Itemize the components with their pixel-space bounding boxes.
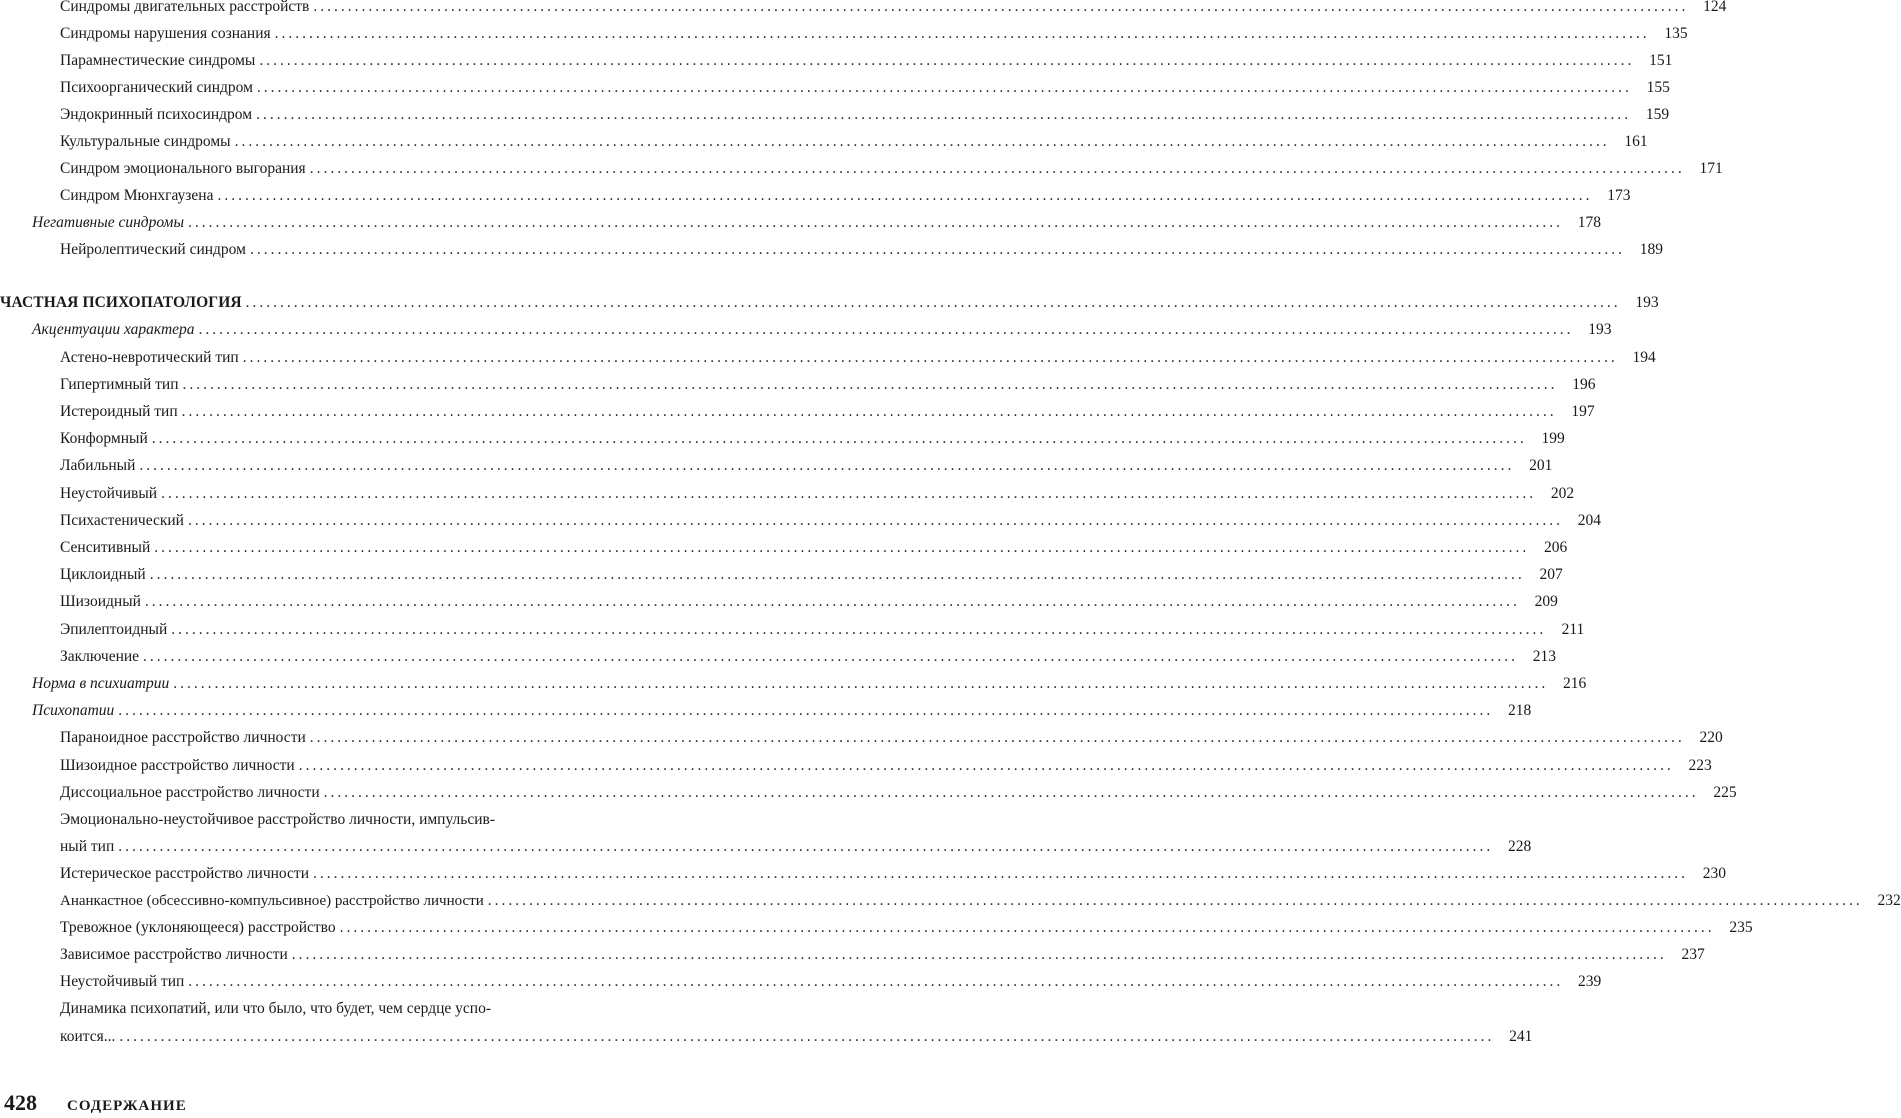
toc-entry-title: Неустойчивый тип [60, 973, 185, 990]
toc-entry-title: Сенситивный [60, 539, 151, 556]
toc-page-number: 237 [1681, 946, 1705, 963]
toc-page-number: 178 [1577, 214, 1601, 231]
toc-entry[interactable] [60, 129, 1648, 155]
dot-leader: ........................................................................................................................................................................................................ [171, 621, 1547, 638]
toc-page-number: 218 [1508, 702, 1532, 719]
dot-leader: ........................................................................................................................................................................................................ [245, 294, 1621, 311]
toc-entry[interactable] [32, 210, 1601, 236]
toc-entry[interactable] [60, 75, 1670, 101]
toc-page-number: 159 [1645, 106, 1670, 123]
dot-leader: ........................................................................................................................................................................................................ [173, 675, 1549, 692]
toc-page-number: 124 [1703, 0, 1727, 15]
toc-entry-title: Истерическое расстройство личности [60, 865, 309, 882]
dot-leader: ........................................................................................................................................................................................................ [119, 1028, 1495, 1045]
toc-page-number: 199 [1541, 430, 1565, 447]
toc-entry-title: Тревожное (уклоняющееся) расстройство [60, 919, 336, 936]
page-number: 428 [4, 1090, 37, 1115]
toc-entry-title: Психастенический [60, 512, 184, 529]
toc-entry[interactable] [60, 969, 1602, 995]
toc-section-heading[interactable] [0, 290, 1659, 316]
dot-leader: ........................................................................................................................................................................................................ [256, 106, 1632, 123]
toc-entry[interactable] [60, 915, 1753, 941]
toc-entry[interactable] [60, 589, 1558, 615]
dot-leader: ........................................................................................................................................................................................................ [139, 457, 1515, 474]
toc-page-number: 161 [1624, 133, 1648, 150]
toc-page-number: 197 [1571, 403, 1595, 420]
toc-entry-title: Ананкастное (обсессивно-компульсивное) расстройство личности [60, 893, 484, 909]
dot-leader: ........................................................................................................................................................................................................ [309, 160, 1685, 177]
toc-entry[interactable] [60, 1024, 1533, 1050]
toc-entry[interactable] [60, 399, 1595, 425]
toc-entry[interactable] [60, 780, 1737, 806]
toc-entry-title: Шизоидное расстройство личности [60, 757, 295, 774]
dot-leader: ........................................................................................................................................................................................................ [487, 892, 1863, 909]
toc-entry-title: Гипертимный тип [60, 376, 179, 393]
running-title: СОДЕРЖАНИЕ [67, 1098, 187, 1114]
toc-page-number: 193 [1588, 321, 1612, 338]
toc-page-number: 196 [1572, 376, 1596, 393]
toc-entry-title-line1[interactable]: Эмоционально-неустойчивое расстройство личности, импульсив- [60, 811, 495, 828]
dot-leader: ........................................................................................................................................................................................................ [298, 757, 1674, 774]
toc-entry[interactable] [60, 372, 1596, 398]
toc-entry-title-line2: коится... [60, 1028, 116, 1045]
toc-page-number: 206 [1544, 539, 1568, 556]
dot-leader: ........................................................................................................................................................................................................ [182, 376, 1558, 393]
toc-entry-title: Конформный [60, 430, 148, 447]
toc-entry[interactable] [60, 102, 1670, 128]
toc-entry[interactable] [60, 183, 1631, 209]
toc-page-number: 155 [1646, 79, 1670, 96]
dot-leader: ........................................................................................................................................................................................................ [118, 838, 1494, 855]
toc-entry[interactable] [60, 753, 1712, 779]
toc-entry[interactable] [60, 508, 1601, 534]
toc-entry-title: Парамнестические синдромы [60, 52, 256, 69]
toc-entry[interactable] [60, 481, 1575, 507]
toc-entry[interactable] [60, 453, 1553, 479]
toc-page-number: 213 [1532, 648, 1557, 665]
toc-entry-title: Культуральные синдромы [60, 133, 231, 150]
dot-leader: ........................................................................................................................................................................................................ [187, 214, 1563, 231]
toc-entry-title: Негативные синдромы [32, 214, 184, 231]
toc-page-number: 230 [1702, 865, 1726, 882]
dot-leader: ........................................................................................................................................................................................................ [188, 973, 1564, 990]
dot-leader: ........................................................................................................................................................................................................ [217, 187, 1593, 204]
dot-leader: ........................................................................................................................................................................................................ [143, 648, 1519, 665]
toc-entry-title: Норма в психиатрии [32, 675, 170, 692]
toc-page-number: 225 [1713, 784, 1737, 801]
toc-entry-title-line2: ный тип [60, 838, 115, 855]
toc-entry-title: Циклоидный [60, 566, 146, 583]
toc-entry[interactable] [60, 21, 1688, 47]
dot-leader: ........................................................................................................................................................................................................ [313, 0, 1689, 15]
toc-page-number: 232 [1877, 892, 1901, 909]
toc-entry-title: Психопатии [32, 702, 115, 719]
toc-entry[interactable] [60, 237, 1663, 263]
dot-leader: ........................................................................................................................................................................................................ [259, 52, 1635, 69]
toc-entry[interactable] [60, 426, 1565, 452]
toc-page-number: 151 [1649, 52, 1673, 69]
toc-entry-title: Зависимое расстройство личности [60, 946, 288, 963]
toc-page-number: 223 [1688, 757, 1712, 774]
toc-page-number: 235 [1729, 919, 1753, 936]
toc-entry[interactable] [60, 888, 1901, 914]
toc-page-number: 228 [1508, 838, 1532, 855]
toc-page-number: 216 [1563, 675, 1587, 692]
dot-leader: ........................................................................................................................................................................................................ [323, 784, 1699, 801]
dot-leader: ........................................................................................................................................................................................................ [313, 865, 1688, 882]
toc-entry[interactable] [60, 0, 1727, 20]
toc-entry-title: Истероидный тип [60, 403, 178, 420]
toc-entry-title: Акцентуации характера [32, 321, 195, 338]
toc-page-number: 194 [1632, 349, 1656, 366]
toc-page-number: 135 [1664, 25, 1688, 42]
toc-entry[interactable] [60, 48, 1673, 74]
toc-page-number: 173 [1607, 187, 1631, 204]
toc-entry[interactable] [60, 617, 1585, 643]
toc-entry[interactable] [60, 834, 1532, 860]
dot-leader: ........................................................................................................................................................................................................ [309, 729, 1685, 746]
toc-page-number: 211 [1561, 621, 1585, 638]
toc-entry-title: Психоорганический синдром [60, 79, 253, 96]
toc-page-number: 171 [1699, 160, 1723, 177]
dot-leader: ........................................................................................................................................................................................................ [149, 566, 1525, 583]
toc-entry[interactable] [60, 644, 1557, 670]
toc-entry-title: Синдромы двигательных расстройств [60, 0, 310, 15]
toc-entry[interactable] [60, 535, 1568, 561]
dot-leader: ........................................................................................................................................................................................................ [161, 485, 1537, 502]
toc-entry[interactable] [60, 861, 1726, 887]
toc-entry-title: Эпилептоидный [60, 621, 168, 638]
dot-leader: ........................................................................................................................................................................................................ [291, 946, 1667, 963]
dot-leader: ........................................................................................................................................................................................................ [339, 919, 1715, 936]
toc-page-number: 202 [1550, 485, 1575, 502]
dot-leader: ........................................................................................................................................................................................................ [249, 241, 1625, 258]
toc-entry[interactable] [60, 562, 1563, 588]
toc-entry-title: Шизоидный [60, 593, 141, 610]
dot-leader: ........................................................................................................................................................................................................ [234, 133, 1610, 150]
toc-page-number: 209 [1534, 593, 1558, 610]
toc-entry[interactable] [60, 725, 1723, 751]
toc-entry-title: Эндокринный психосиндром [60, 106, 253, 123]
dot-leader: ........................................................................................................................................................................................................ [154, 539, 1530, 556]
dot-leader: ........................................................................................................................................................................................................ [118, 702, 1494, 719]
toc-entry-title: Астено-невротический тип [60, 349, 239, 366]
toc-entry-title: Неустойчивый [60, 485, 158, 502]
toc-page-number: 201 [1529, 457, 1553, 474]
page-footer [4, 1090, 187, 1118]
toc-page-number: 204 [1577, 512, 1601, 529]
toc-entry-title-line1[interactable]: Динамика психопатий, или что было, что будет, чем сердце успо- [60, 1000, 491, 1017]
dot-leader: ........................................................................................................................................................................................................ [198, 321, 1574, 338]
dot-leader: ........................................................................................................................................................................................................ [242, 349, 1618, 366]
toc-entry[interactable] [60, 156, 1723, 182]
toc-entry-title: Синдром эмоционального выгорания [60, 160, 306, 177]
toc-entry-title: Нейролептический синдром [60, 241, 246, 258]
dot-leader: ........................................................................................................................................................................................................ [181, 403, 1557, 420]
toc-entry-title: Параноидное расстройство личности [60, 729, 306, 746]
dot-leader: ........................................................................................................................................................................................................ [144, 593, 1520, 610]
toc-entry-title: Заключение [60, 648, 140, 665]
dot-leader: ........................................................................................................................................................................................................ [256, 79, 1632, 96]
toc-entry-title: Синдромы нарушения сознания [60, 25, 271, 42]
toc-page-number: 189 [1639, 241, 1663, 258]
toc-page-number: 220 [1699, 729, 1723, 746]
toc-entry-title: Синдром Мюнхгаузена [60, 187, 214, 204]
toc-entry[interactable] [32, 317, 1612, 343]
toc-page-number: 193 [1635, 294, 1659, 311]
toc-page-number: 207 [1539, 566, 1563, 583]
dot-leader: ........................................................................................................................................................................................................ [151, 430, 1527, 447]
toc-entry-title: ЧАСТНАЯ ПСИХОПАТОЛОГИЯ [0, 294, 242, 311]
toc-page-number: 239 [1578, 973, 1602, 990]
dot-leader: ........................................................................................................................................................................................................ [187, 512, 1563, 529]
toc-entry[interactable] [32, 698, 1532, 724]
toc-entry-title: Лабильный [60, 457, 136, 474]
toc-entry[interactable] [32, 671, 1587, 697]
toc-page-number: 241 [1509, 1028, 1533, 1045]
toc-entry-title: Диссоциальное расстройство личности [60, 784, 320, 801]
toc-entry[interactable] [60, 942, 1705, 968]
toc-entry[interactable] [60, 345, 1656, 371]
dot-leader: ........................................................................................................................................................................................................ [274, 25, 1650, 42]
